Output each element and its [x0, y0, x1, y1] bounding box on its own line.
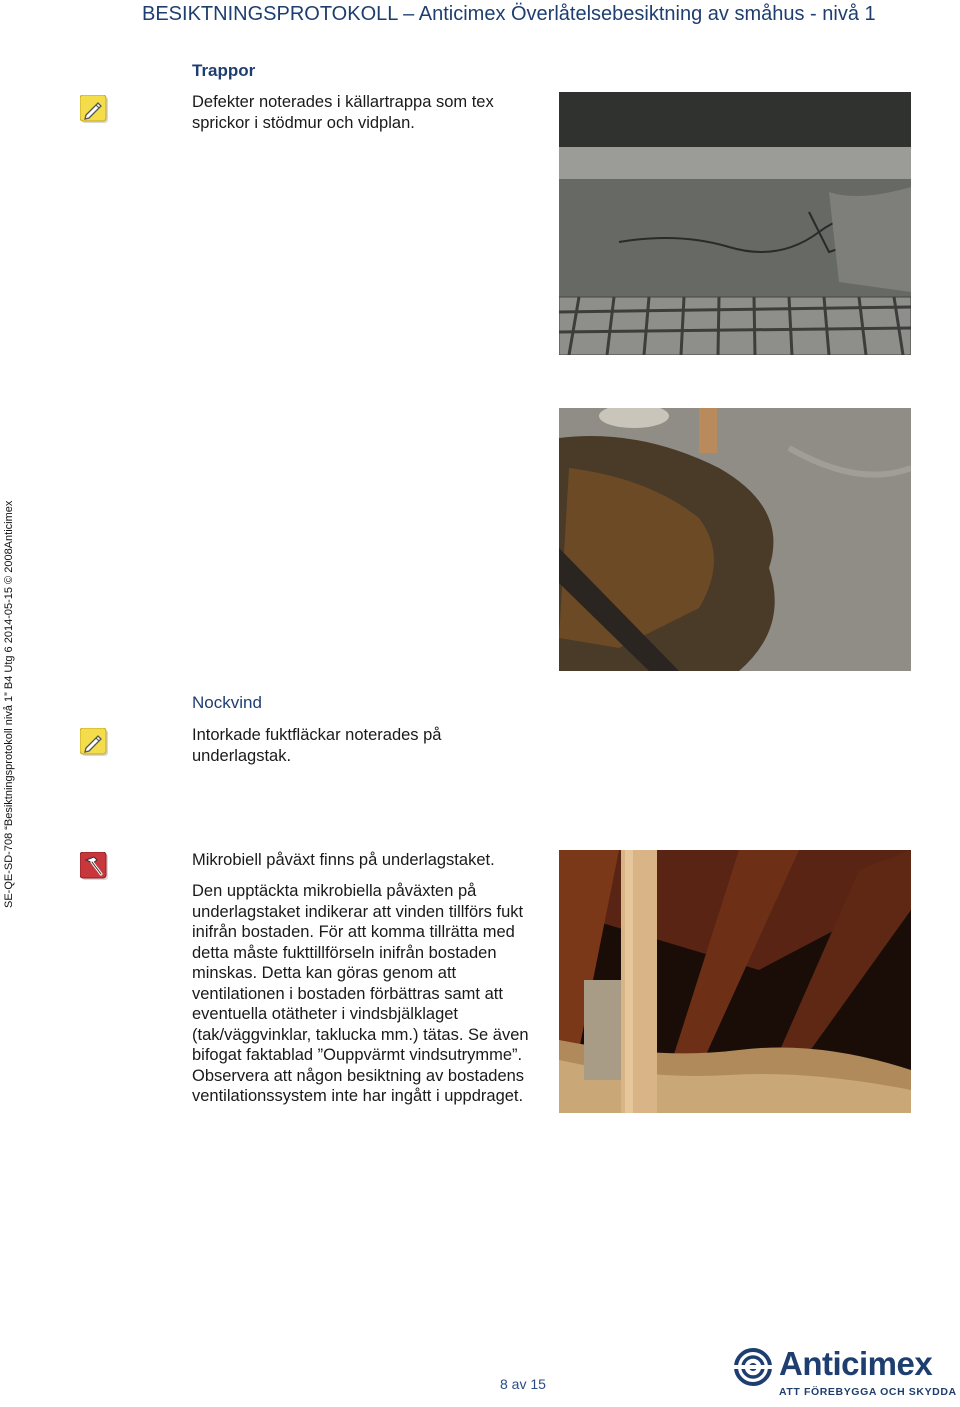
photo-stair-wall-cracks [559, 92, 911, 355]
logo-wordmark: Anticimex [779, 1345, 933, 1382]
document-side-note: SE-QE-SD-708 “Besiktningsprotokoll nivå 1” B4 Utg 6 2014-05-15 © 2008Anticimex [3, 500, 15, 908]
photo-attic-underlay [559, 850, 911, 1113]
section-title-mikrobiell: Mikrobiell påväxt finns på underlagstaket. [192, 851, 495, 869]
anticimex-logo [731, 1345, 957, 1403]
section-heading-nockvind: Nockvind [192, 693, 262, 712]
photo-floor-moisture-stain [559, 408, 911, 671]
hammer-action-icon [80, 852, 110, 882]
document-header-title: BESIKTNINGSPROTOKOLL – Anticimex Överlåtelsebesiktning av småhus - nivå 1 [142, 3, 876, 25]
logo-tagline: ATT FÖREBYGGA OCH SKYDDA [779, 1386, 957, 1398]
pencil-note-icon [80, 95, 110, 125]
section-heading-trappor: Trappor [192, 61, 256, 80]
pencil-note-icon [80, 728, 110, 758]
section-text-trappor: Defekter noterades i källartrappa som tex sprickor i stödmur och vidplan. [192, 93, 494, 132]
section-text-mikrobiell: Den upptäckta mikrobiella påväxten på underlagstaket indikerar att vinden tillförs fukt inifrån bostaden. För att komma tillrätta med detta måste fukttillförseln inifrån bostaden minskas. Detta kan göras genom att ventilationen i bostaden förbättras samt att eventuella otätheter i vindsbjälklaget (tak/väggvinklar, taklucka mm.) tätas. Se även bifogat faktablad ”Ouppvärmt vindsutrymme”. Observera att någon besiktning av bostadens ventilationssystem inte har ingått i uppdraget. [192, 882, 529, 1105]
anticimex-logo-mark-icon [731, 1347, 775, 1387]
section-text-nockvind: Intorkade fuktfläckar noterades på underlagstak. [192, 726, 442, 765]
page-number: 8 av 15 [500, 1376, 546, 1392]
